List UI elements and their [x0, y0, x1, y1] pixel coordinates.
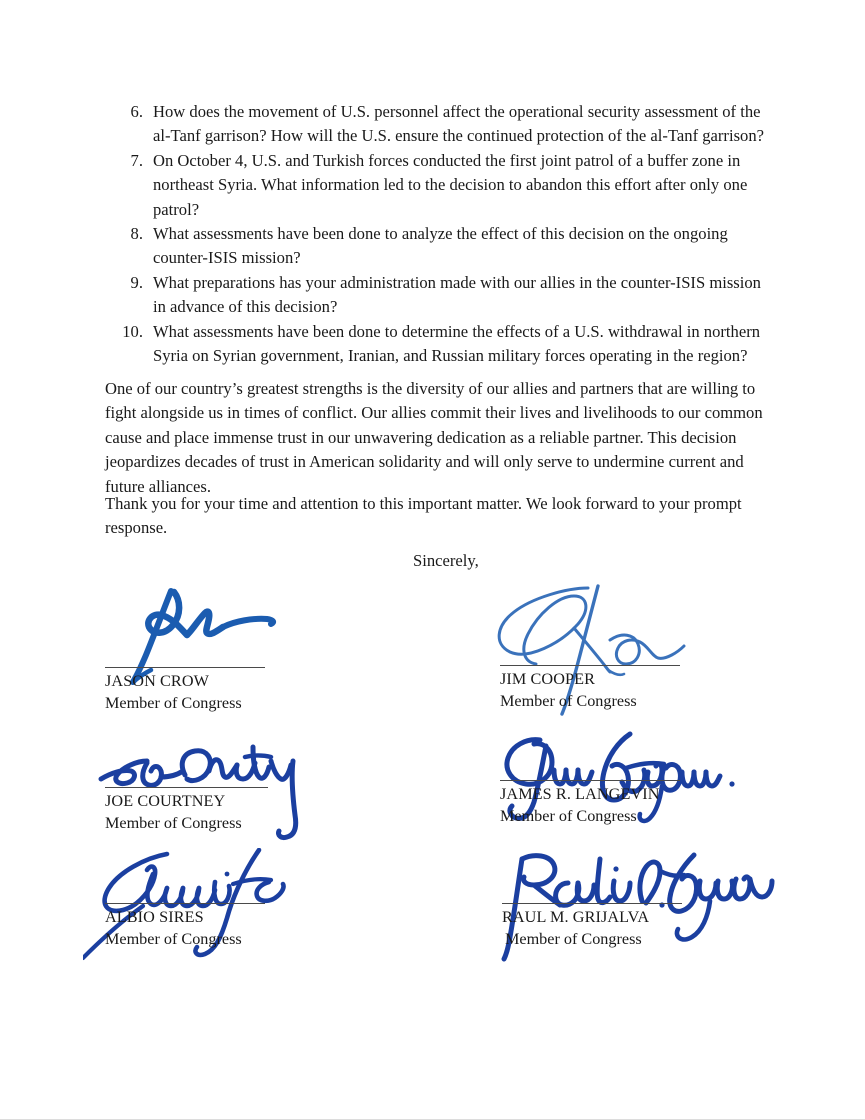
question-text: What assessments have been done to determine the effects of a U.S. withdrawal in northern Syria on Syrian government, Iranian, and Russian military forces operating in the region?: [153, 321, 761, 366]
question-text: On October 4, U.S. and Turkish forces conducted the first joint patrol of a buffer zone in northeast Syria. What information led to the decision to abandon this effort after only one patrol?: [153, 150, 748, 219]
question-item: [105, 271, 770, 320]
signatory-title: Member of Congress: [500, 807, 637, 825]
question-item: [105, 149, 770, 222]
signatory-name: JOE COURTNEY: [105, 792, 226, 810]
question-number: 9.: [130, 272, 143, 292]
question-text: What assessments have been done to analyze the effect of this decision on the ongoing counter-ISIS mission?: [153, 224, 728, 268]
signatory-name: JAMES R. LANGEVIN: [500, 785, 660, 803]
paragraph-allies-strengths: One of our country’s greatest strengths is the diversity of our allies and partners that are willing to fight alongside us in times of conflict. Our allies commit their lives and livelihoods to our common cause and place immense trust in our unwavering dedication as a reliable partner. This decision jeopardizes decades of trust in American solidarity and will only serve to undermine current and future alliances.: [105, 379, 763, 496]
question-list: [105, 100, 770, 368]
question-item: [105, 100, 770, 149]
question-text: What preparations has your administration made with our allies in the counter-ISIS mission in advance of this decision?: [153, 272, 761, 317]
signature-rule: [502, 903, 682, 904]
question-number: 10.: [122, 321, 143, 341]
closing-salutation: Sincerely,: [413, 551, 479, 570]
signature-rule: [105, 667, 265, 668]
question-item: [105, 222, 770, 271]
question-number: 7.: [130, 150, 143, 170]
signatory-title: Member of Congress: [105, 814, 242, 832]
question-number: 8.: [130, 224, 143, 244]
question-number: 6.: [130, 102, 143, 121]
signatory-title: Member of Congress: [505, 930, 642, 948]
signatory-title: Member of Congress: [105, 694, 242, 712]
signature-rule: [500, 780, 680, 781]
signatory-name: JIM COOPER: [500, 670, 595, 688]
signatory-title: Member of Congress: [500, 692, 637, 710]
signatory-title: Member of Congress: [105, 930, 242, 948]
question-text: How does the movement of U.S. personnel affect the operational security assessment of the al-Tanf garrison? How will the U.S. ensure the continued protection of the al-Tanf garrison?: [153, 102, 764, 146]
question-item: [105, 320, 770, 369]
signatory-name: RAUL M. GRIJALVA: [502, 908, 650, 926]
signature-rule: [500, 665, 680, 666]
signatory-name: JASON CROW: [105, 672, 209, 690]
signature-rule: [105, 787, 268, 788]
paragraph-thank-you: Thank you for your time and attention to this important matter. We look forward to your prompt response.: [105, 494, 742, 538]
signatory-name: ALBIO SIRES: [105, 908, 204, 926]
signature-rule: [105, 903, 265, 904]
